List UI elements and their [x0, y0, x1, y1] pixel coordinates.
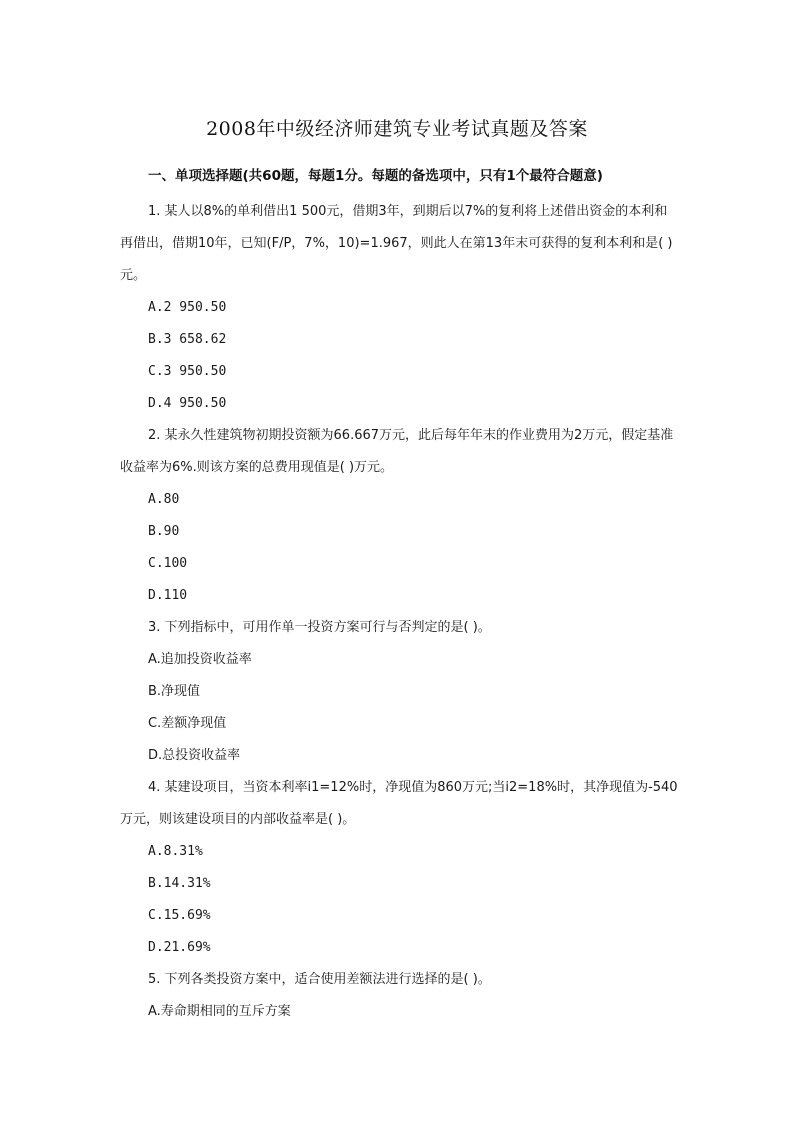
- question-5-stem: 5. 下列各类投资方案中，适合使用差额法进行选择的是( )。: [148, 972, 491, 987]
- question-1-option-c: C.3 950.50: [148, 364, 227, 379]
- question-1-option-d: D.4 950.50: [148, 396, 227, 411]
- question-3-stem: 3. 下列指标中，可用作单一投资方案可行与否判定的是( )。: [148, 620, 491, 635]
- question-4-option-a: A.8.31%: [148, 844, 203, 859]
- question-2-option-a: A.80: [148, 492, 180, 507]
- question-1-stem: 1. 某人以8%的单利借出1 500元，借期3年，到期后以7%的复利将上述借出资金的本利和再借出，借期10年，已知(F/P，7%，10)=1.967，则此人在第13年末可获得的复利本利和是( )元。: [120, 204, 673, 283]
- question-4-stem: 4. 某建设项目，当资本利率i1=12%时，净现值为860万元;当i2=18%时，其净现值为-540万元，则该建设项目的内部收益率是( )。: [120, 780, 678, 827]
- question-3-option-b: B.净现值: [148, 684, 201, 699]
- question-1-option-a: A.2 950.50: [148, 300, 227, 315]
- question-4-option-b: B.14.31%: [148, 876, 211, 891]
- question-4-option-d: D.21.69%: [148, 940, 211, 955]
- question-3-option-a: A.追加投资收益率: [148, 652, 252, 667]
- document-title: 2008年中级经济师建筑专业考试真题及答案: [206, 118, 588, 140]
- question-4-option-c: C.15.69%: [148, 908, 211, 923]
- section-heading: 一、单项选择题(共60题，每题1分。每题的备选项中，只有1个最符合题意): [148, 168, 603, 184]
- question-2-option-b: B.90: [148, 524, 180, 539]
- questions-list: [120, 196, 680, 1028]
- question-3-option-c: C.差额净现值: [148, 716, 227, 731]
- question-2-option-d: D.110: [148, 588, 188, 603]
- question-2-stem: 2. 某永久性建筑物初期投资额为66.667万元，此后每年年末的作业费用为2万元，假定基准收益率为6%.则该方案的总费用现值是( )万元。: [120, 428, 674, 475]
- question-1-option-b: B.3 658.62: [148, 332, 227, 347]
- question-3-option-d: D.总投资收益率: [148, 748, 241, 763]
- question-2-option-c: C.100: [148, 556, 188, 571]
- question-5-option-a: A.寿命期相同的互斥方案: [148, 1004, 291, 1019]
